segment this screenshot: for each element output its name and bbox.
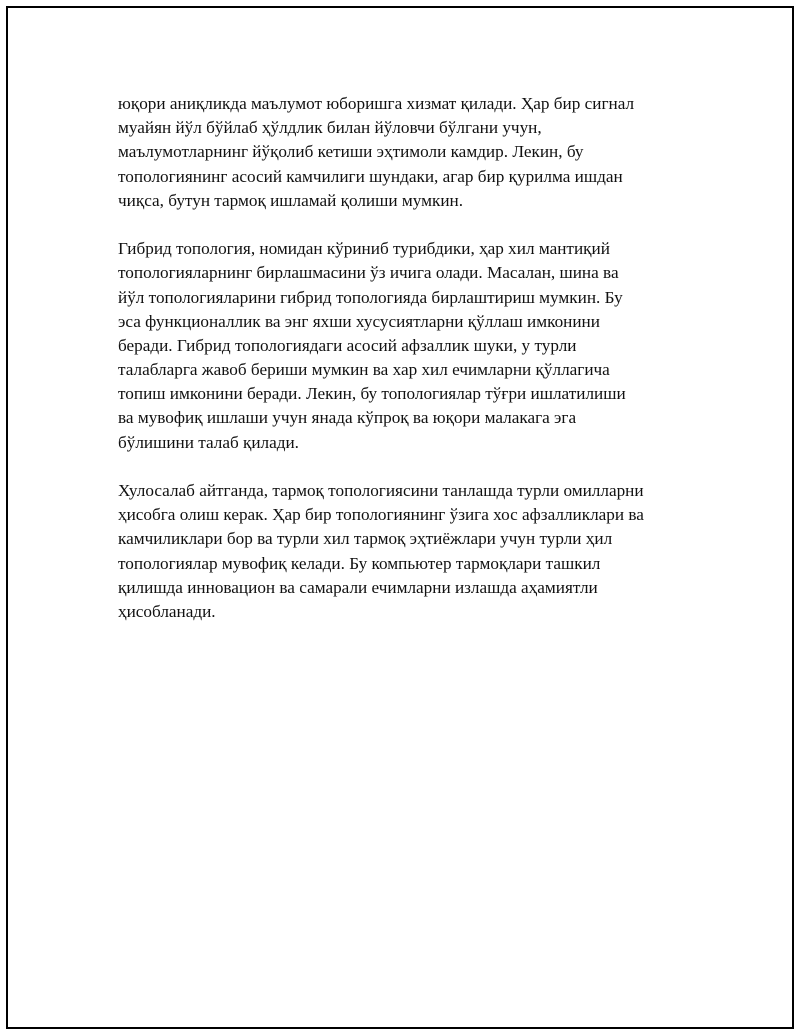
- paragraph-line: йўл топологияларини гибрид топологияда бирлаштириш мумкин. Бу: [118, 287, 623, 307]
- paragraph-line: ҳисобга олиш керак. Ҳар бир топологиянинг ўзига хос афзалликлари ва: [118, 505, 644, 525]
- paragraph-line: камчиликлари бор ва турли хил тармоқ эҳтиёжлари учун турли ҳил: [118, 529, 613, 549]
- paragraph-line: беради. Гибрид топологиядаги асосий афзаллик шуки, у турли: [118, 335, 577, 355]
- paragraph-3: [118, 479, 708, 624]
- document-body: [118, 92, 708, 648]
- paragraph-line: топологиянинг асосий камчилиги шундаки, агар бир қурилма ишдан: [118, 166, 623, 186]
- paragraph-line: чиқса, бутун тармоқ ишламай қолиши мумкин.: [118, 190, 464, 210]
- paragraph-2: [118, 237, 708, 455]
- paragraph-line: топологиялар мувофиқ келади. Бу компьютер тармоқлари ташкил: [118, 553, 601, 573]
- paragraph-line: бўлишини талаб қилади.: [118, 432, 299, 452]
- paragraph-line: ва мувофиқ ишлаши учун янада кўпроқ ва юқори малакага эга: [118, 408, 577, 428]
- paragraph-1: [118, 92, 708, 213]
- paragraph-line: Гибрид топология, номидан кўриниб турибдики, ҳар хил мантиқий: [118, 239, 610, 259]
- paragraph-line: қилишда инновацион ва самарали ечимларни излашда аҳамиятли: [118, 577, 598, 597]
- paragraph-line: муайян йўл бўйлаб ҳўлдлик билан йўловчи бўлгани учун,: [118, 118, 542, 138]
- paragraph-line: топиш имконини беради. Лекин, бу топологиялар тўғри ишлатилиши: [118, 384, 626, 404]
- paragraph-line: топологияларнинг бирлашмасини ўз ичига олади. Масалан, шина ва: [118, 263, 619, 283]
- paragraph-line: Хулосалаб айтганда, тармоқ топологиясини танлашда турли омилларни: [118, 481, 644, 500]
- paragraph-line: юқори аниқликда маълумот юборишга хизмат қилади. Ҳар бир сигнал: [118, 94, 635, 113]
- paragraph-line: ҳисобланади.: [118, 601, 216, 621]
- paragraph-line: эса функционаллик ва энг яхши хусусиятларни қўллаш имконини: [118, 311, 600, 331]
- paragraph-line: маълумотларнинг йўқолиб кетиши эҳтимоли камдир. Лекин, бу: [118, 142, 584, 162]
- paragraph-line: талабларга жавоб бериши мумкин ва хар хил ечимларни қўллагича: [118, 360, 610, 380]
